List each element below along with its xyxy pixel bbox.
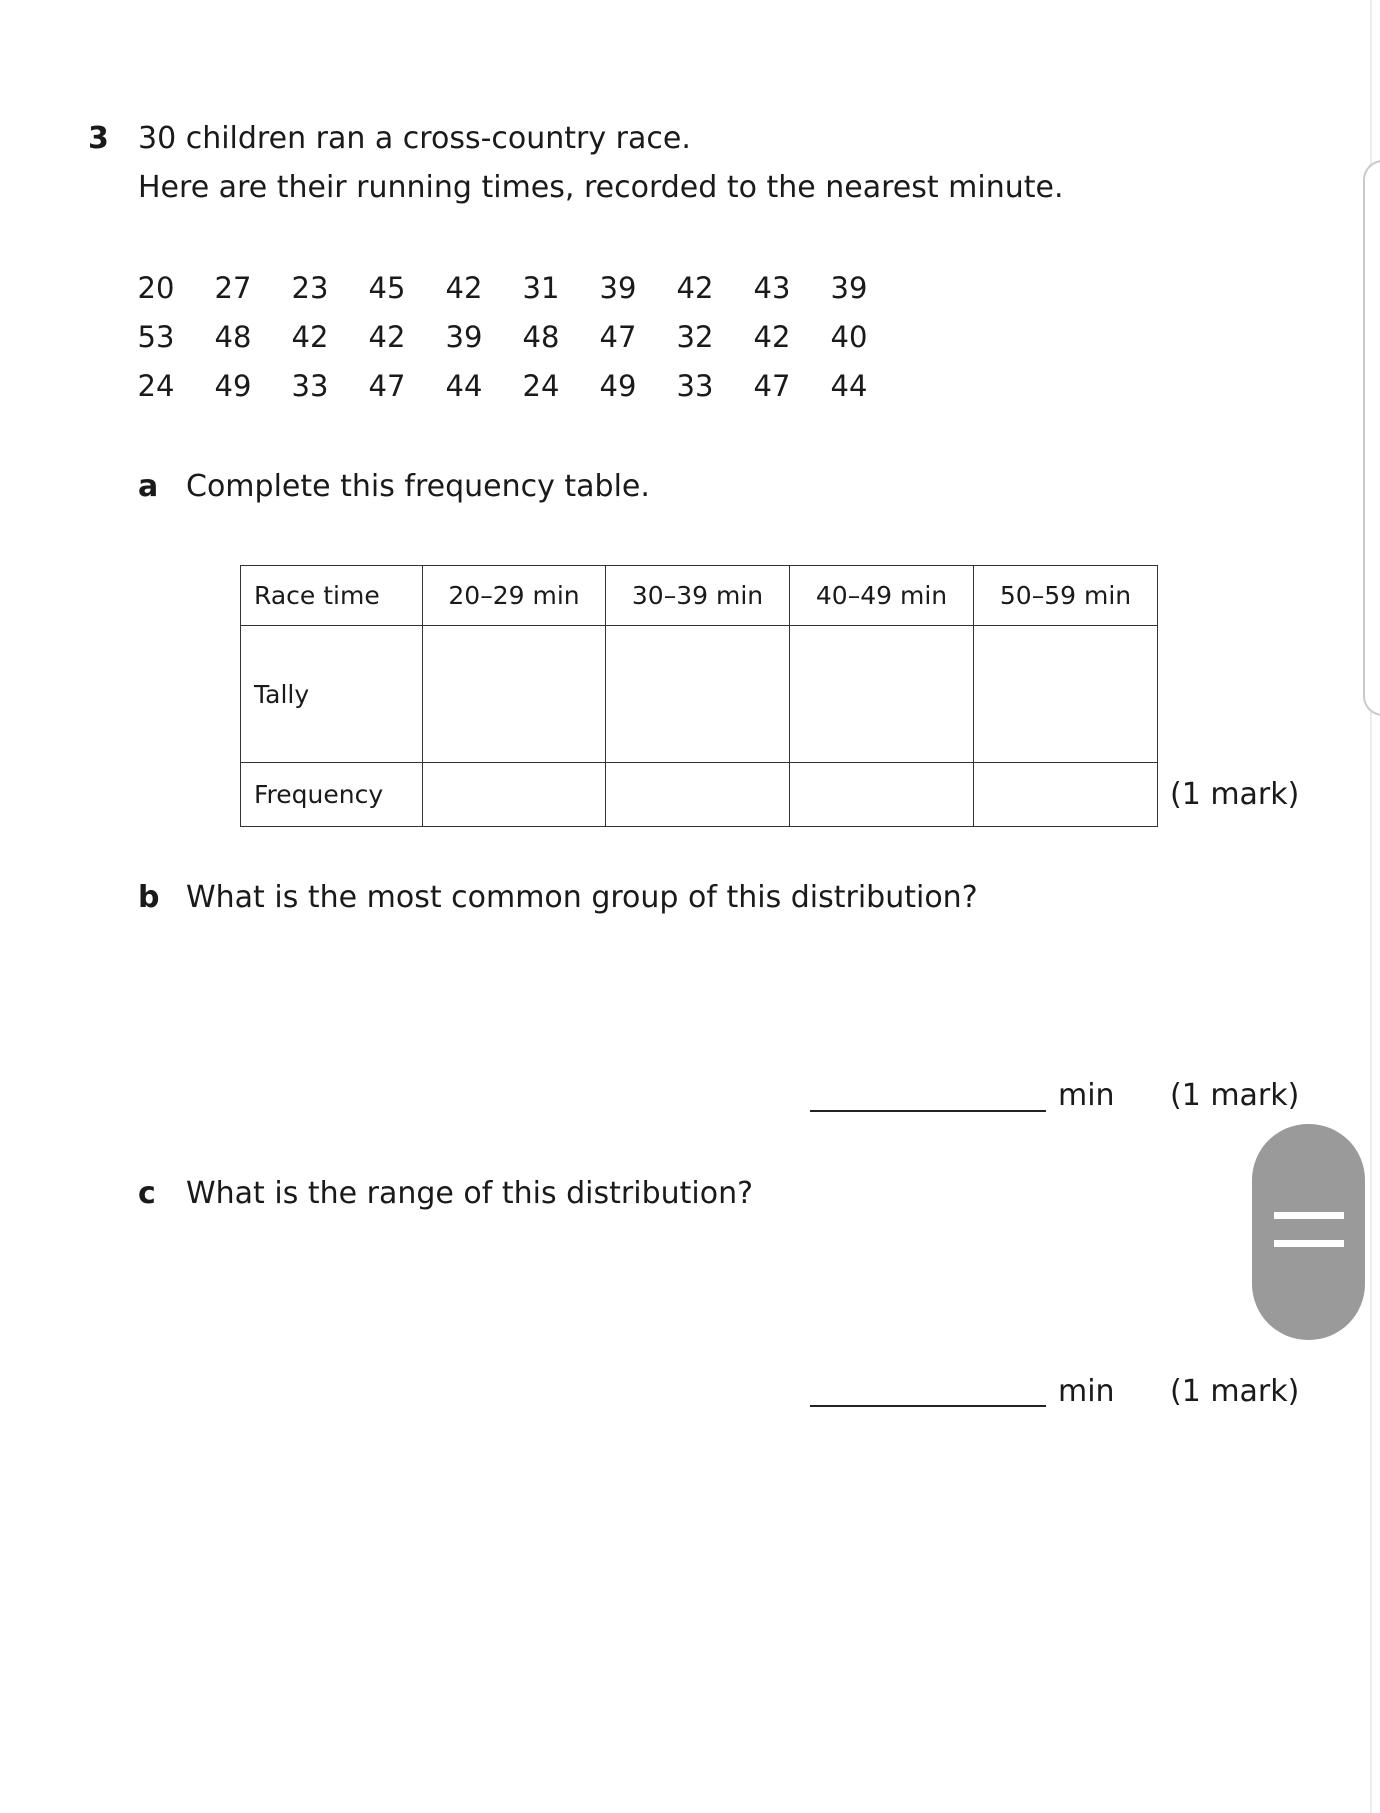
race-time-row bbox=[241, 566, 1158, 626]
part-b-answer-line[interactable] bbox=[810, 1110, 1046, 1112]
time-value: 43 bbox=[753, 271, 791, 305]
tally-row bbox=[241, 626, 1158, 763]
time-value: 39 bbox=[445, 320, 483, 354]
time-value: 20 bbox=[137, 271, 175, 305]
time-value: 47 bbox=[599, 320, 637, 354]
time-value: 44 bbox=[445, 369, 483, 403]
group-header-30-39: 30–39 min bbox=[606, 566, 790, 626]
tally-cell[interactable] bbox=[606, 626, 790, 763]
frequency-cell[interactable] bbox=[974, 763, 1158, 827]
part-b-unit: min bbox=[1058, 1078, 1115, 1113]
time-value: 23 bbox=[291, 271, 329, 305]
frequency-cell[interactable] bbox=[790, 763, 974, 827]
time-value: 42 bbox=[291, 320, 329, 354]
time-value: 33 bbox=[676, 369, 714, 403]
part-c-letter: c bbox=[138, 1176, 156, 1211]
time-value: 44 bbox=[830, 369, 868, 403]
time-value: 48 bbox=[522, 320, 560, 354]
part-a-mark: (1 mark) bbox=[1170, 777, 1300, 812]
frequency-row bbox=[241, 763, 1158, 827]
part-c-text: What is the range of this distribution? bbox=[186, 1176, 754, 1211]
time-value: 47 bbox=[368, 369, 406, 403]
time-value: 48 bbox=[214, 320, 252, 354]
time-value: 42 bbox=[368, 320, 406, 354]
part-b-letter: b bbox=[138, 880, 160, 915]
question-number: 3 bbox=[88, 121, 109, 156]
scrollbar-track[interactable] bbox=[1363, 160, 1380, 716]
time-value: 31 bbox=[522, 271, 560, 305]
time-value: 42 bbox=[445, 271, 483, 305]
grip-line-icon bbox=[1274, 1212, 1344, 1219]
part-a-letter: a bbox=[138, 469, 159, 504]
part-c-unit: min bbox=[1058, 1374, 1115, 1409]
time-value: 47 bbox=[753, 369, 791, 403]
part-b-text: What is the most common group of this distribution? bbox=[186, 880, 978, 915]
frequency-cell[interactable] bbox=[606, 763, 790, 827]
row-label-race-time: Race time bbox=[241, 566, 423, 626]
time-value: 33 bbox=[291, 369, 329, 403]
group-header-50-59: 50–59 min bbox=[974, 566, 1158, 626]
part-c-mark: (1 mark) bbox=[1170, 1374, 1300, 1409]
time-value: 39 bbox=[830, 271, 868, 305]
frequency-table bbox=[240, 565, 1158, 827]
time-value: 24 bbox=[137, 369, 175, 403]
question-intro-line1: 30 children ran a cross-country race. bbox=[138, 121, 691, 156]
part-c-answer-line[interactable] bbox=[810, 1405, 1046, 1407]
time-value: 27 bbox=[214, 271, 252, 305]
time-value: 32 bbox=[676, 320, 714, 354]
tally-cell[interactable] bbox=[790, 626, 974, 763]
grip-line-icon bbox=[1274, 1240, 1344, 1247]
row-label-tally: Tally bbox=[241, 626, 423, 763]
tally-cell[interactable] bbox=[974, 626, 1158, 763]
time-value: 53 bbox=[137, 320, 175, 354]
part-a-text: Complete this frequency table. bbox=[186, 469, 650, 504]
time-value: 42 bbox=[753, 320, 791, 354]
part-b-mark: (1 mark) bbox=[1170, 1078, 1300, 1113]
tally-cell[interactable] bbox=[423, 626, 606, 763]
time-value: 49 bbox=[214, 369, 252, 403]
row-label-frequency: Frequency bbox=[241, 763, 423, 827]
question-intro-line2: Here are their running times, recorded to the nearest minute. bbox=[138, 170, 1064, 205]
group-header-20-29: 20–29 min bbox=[423, 566, 606, 626]
time-value: 49 bbox=[599, 369, 637, 403]
group-header-40-49: 40–49 min bbox=[790, 566, 974, 626]
time-value: 42 bbox=[676, 271, 714, 305]
time-value: 24 bbox=[522, 369, 560, 403]
time-value: 39 bbox=[599, 271, 637, 305]
frequency-cell[interactable] bbox=[423, 763, 606, 827]
time-value: 40 bbox=[830, 320, 868, 354]
scroll-handle[interactable] bbox=[1252, 1124, 1365, 1340]
time-value: 45 bbox=[368, 271, 406, 305]
